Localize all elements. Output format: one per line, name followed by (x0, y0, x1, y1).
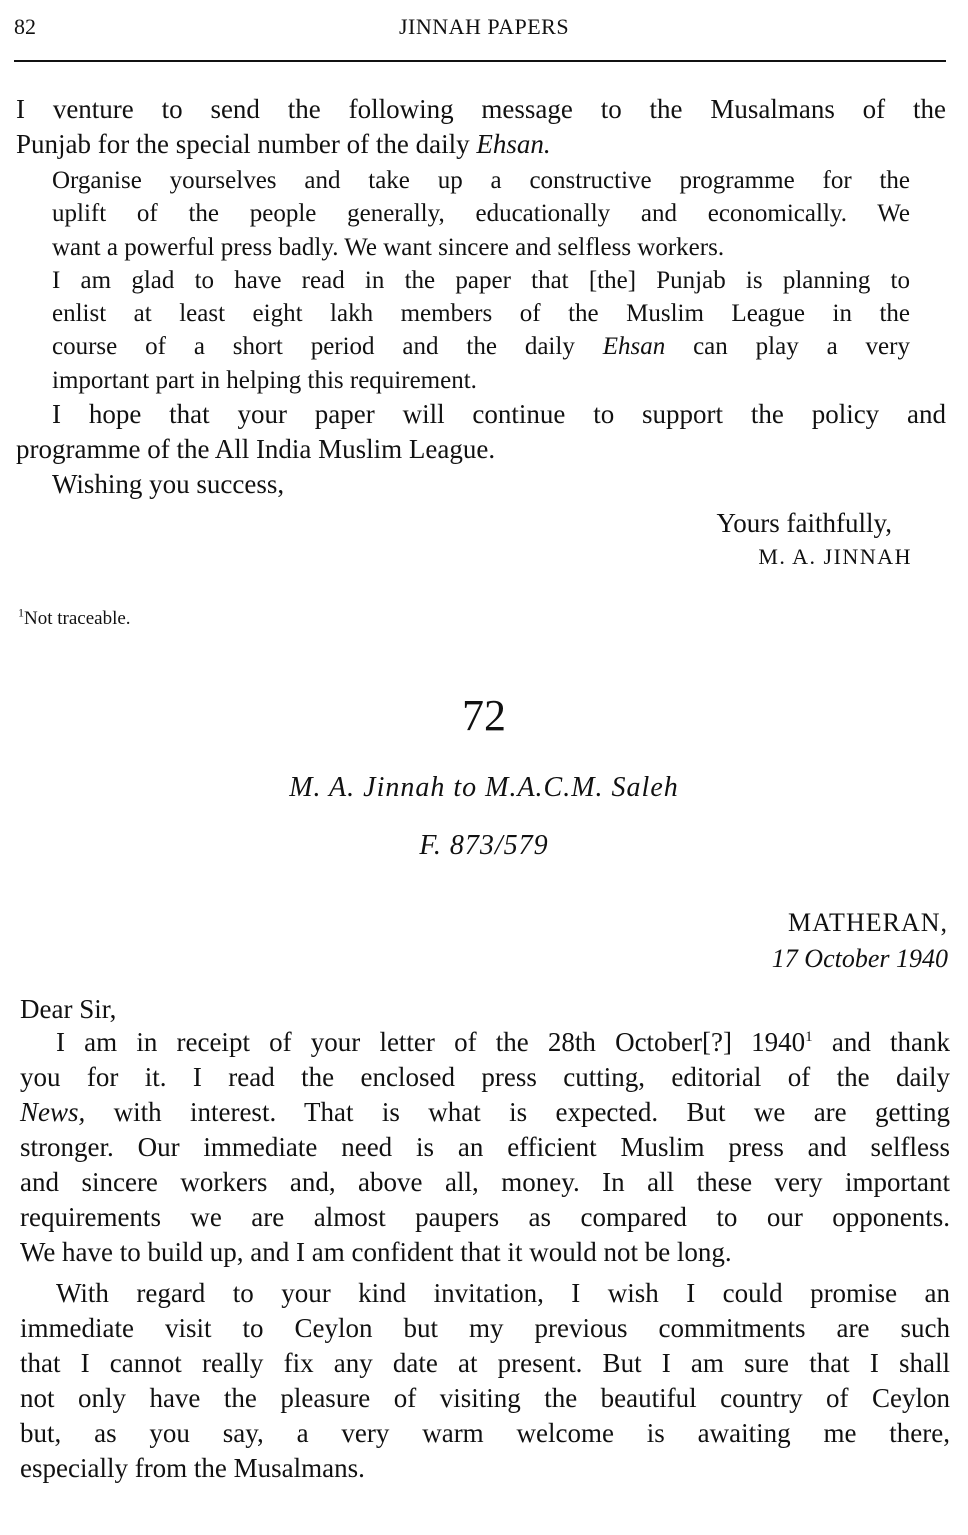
text-line: immediate visit to Ceylon but my previous commitments are such (20, 1313, 950, 1343)
letter-body-para-2 (20, 1276, 950, 1486)
text-span: course of a short period and the daily (52, 333, 603, 361)
letter-1-closing-para (16, 397, 946, 502)
text-line: I am glad to have read in the paper that [the] Punjab is planning to (52, 266, 910, 294)
text-line: but, as you say, a very warm welcome is awaiting me there, (20, 1418, 950, 1448)
text-span: Punjab for the special number of the daily (16, 129, 477, 159)
closing: Yours faithfully, (716, 508, 892, 538)
text-span: and thank (812, 1027, 950, 1057)
text-line (20, 1025, 950, 1060)
letter-body-para-1 (20, 1025, 950, 1270)
footnote-marker: 1 (805, 1029, 813, 1045)
document-title: M. A. Jinnah to M.A.C.M. Saleh (289, 772, 679, 803)
document-number: 72 (462, 691, 506, 740)
newspaper-name: Ehsan (602, 333, 666, 361)
header-rule (14, 60, 946, 62)
letter-date: 17 October 1940 (771, 944, 948, 973)
text-line: and sincere workers and, above all, money. In all these very important (20, 1167, 950, 1197)
footnote-marker: 1 (18, 605, 24, 620)
text-line: We have to build up, and I am confident that it would not be long. (20, 1237, 732, 1267)
quoted-message (52, 164, 910, 397)
newspaper-name: Ehsan. (476, 129, 551, 159)
text-line: you for it. I read the enclosed press cutting, editorial of the daily (20, 1062, 950, 1092)
running-title: JINNAH PAPERS (398, 14, 570, 39)
page-number: 82 (14, 14, 36, 39)
text-span: can play a very (665, 333, 910, 361)
footnote (18, 605, 131, 630)
text-span: I am in receipt of your letter of the 28th October[?] 1940 (56, 1027, 806, 1057)
text-line: want a powerful press badly. We want sincere and selfless workers. (52, 233, 725, 261)
text-line: I hope that your paper will continue to support the policy and (52, 399, 946, 429)
text-span: with interest. That is what is expected. But we are getting (85, 1097, 950, 1127)
letter-place: MATHERAN, (788, 908, 948, 937)
letter-1-intro (16, 92, 946, 162)
text-line: that I cannot really fix any date at present. But I am sure that I shall (20, 1348, 950, 1378)
text-line: Wishing you success, (52, 469, 285, 499)
text-line: uplift of the people generally, educationally and economically. We (52, 200, 910, 228)
text-line: important part in helping this requirement. (52, 366, 477, 394)
text-line (20, 1095, 950, 1130)
text-line (16, 127, 946, 162)
text-line: not only have the pleasure of visiting the beautiful country of Ceylon (20, 1383, 950, 1413)
newspaper-name: News, (20, 1097, 86, 1127)
text-line (52, 330, 910, 363)
text-line: programme of the All India Muslim League. (16, 434, 496, 464)
text-line: Organise yourselves and take up a constructive programme for the (52, 167, 910, 194)
text-line: requirements we are almost paupers as compared to our opponents. (20, 1202, 950, 1232)
text-line: stronger. Our immediate need is an efficient Muslim press and selfless (20, 1132, 950, 1162)
text-line: enlist at least eight lakh members of the Muslim League in the (52, 300, 910, 328)
text-line: especially from the Musalmans. (20, 1453, 365, 1483)
salutation: Dear Sir, (20, 994, 117, 1024)
text-line: With regard to your kind invitation, I wish I could promise an (56, 1278, 950, 1308)
signature: M. A. JINNAH (758, 544, 912, 569)
document-reference: F. 873/579 (419, 830, 549, 861)
footnote-text: Not traceable. (24, 608, 131, 629)
text-line: I venture to send the following message to the Musalmans of the (16, 94, 946, 124)
